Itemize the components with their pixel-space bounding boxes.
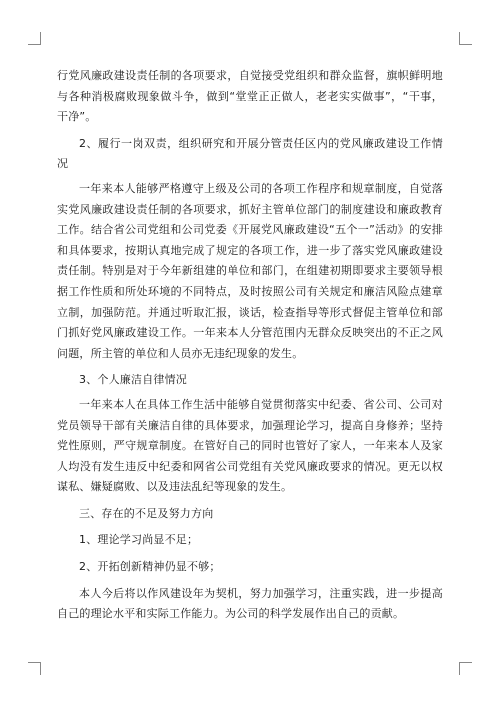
paragraph-conclusion: 本人今后将以作风建设年为契机，努力加强学习，注重实践，进一步提高自己的理论水平和实际工作能力。为公司的科学发展作出自己的贡献。 [57, 586, 443, 621]
crop-mark-bottom-left [28, 662, 41, 675]
paragraph-continuation: 行党风廉政建设责任制的各项要求，自觉接受党组织和群众监督，旗帜鲜明地与各种消极腐败现象做斗争，做到“堂堂正正做人，老老实实做事”，“干事，干净”。 [57, 69, 443, 124]
section-heading-shortcomings: 三、存在的不足及努力方向 [79, 506, 214, 520]
crop-mark-top-right [459, 32, 472, 45]
section-heading-2: 2、履行一岗双责，组织研究和开展分管责任区内的党风廉政建设工作情况 [57, 136, 443, 171]
section-heading-3: 3、个人廉洁自律情况 [79, 373, 187, 387]
list-item-theory: 1、理论学习尚显不足； [79, 533, 199, 547]
crop-mark-bottom-right [459, 662, 472, 675]
paragraph-self-discipline: 一年来本人在具体工作生活中能够自觉贯彻落实中纪委、省公司、公司对党员领导干部有关廉洁自律的具体要求，加强理论学习，提高自身修养；坚持党性原则，严守规章制度。在管好自己的同时也管好了家人，一年来本人及家人均没有发生违反中纪委和网省公司党组有关党风廉政要求的情况。更无以权谋私、嫌疑腐败、以及违法乱纪等现象的发生。 [57, 397, 443, 494]
document-body [57, 66, 443, 625]
list-item-innovation: 2、开拓创新精神仍显不够； [79, 560, 221, 574]
paragraph-duty-details: 一年来本人能够严格遵守上级及公司的各项工作程序和规章制度，自觉落实党风廉政建设责任制的各项要求，抓好主管单位部门的制度建设和廉政教育工作。结合省公司党组和公司党委《开展党风廉政建设“五个一”活动》的安排和具体要求，按期认真地完成了规定的各项工作，进一步了落实党风廉政建设责任制。特别是对于今年新组建的单位和部门，在组建初期即要求主要领导根据工作性质和所处环境的不同特点，及时按照公司有关规定和廉洁风险点建章立制，加强防范。并通过听取汇报，谈话，检查指导等形式督促主管单位和部门抓好党风廉政建设工作。一年来本人分管范围内无群众反映突出的不正之风问题，所主管的单位和人员亦无违纪现象的发生。 [57, 181, 443, 360]
crop-mark-top-left [28, 32, 41, 45]
